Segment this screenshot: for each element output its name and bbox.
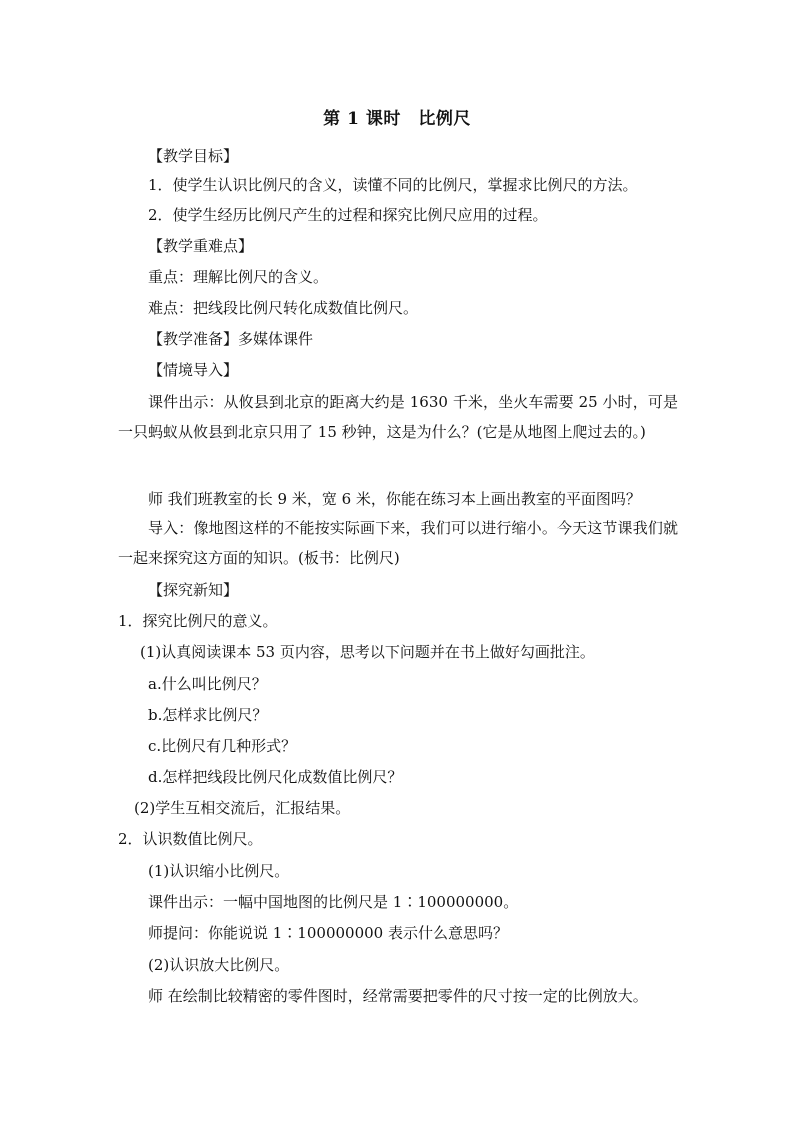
objective-2: 2．使学生经历比例尺产生的过程和探究比例尺应用的过程。 (148, 206, 548, 224)
lesson-title: 第 1 课时 比例尺 (323, 109, 471, 129)
question-c: c.比例尺有几种形式？ (148, 737, 297, 755)
preparation: 【教学准备】多媒体课件 (148, 330, 314, 348)
step-2: 2．认识数值比例尺。 (118, 830, 263, 848)
teacher-question: 师提问：你能说说 1∶100000000 表示什么意思吗？ (148, 924, 508, 942)
step-2-sub-1: (1)认识缩小比例尺。 (148, 862, 290, 880)
intro-heading: 【情境导入】 (148, 361, 239, 379)
intro-paragraph-1: 课件出示：从攸县到北京的距离大约是 1630 千米，坐火车需要 25 小时，可是一只蚂蚁从攸县到北京只用了 15 秒钟，这是为什么？(它是从地图上爬过去的。) (118, 393, 678, 441)
difficult-point: 难点：把线段比例尺转化成数值比例尺。 (148, 299, 419, 317)
intro-paragraph-3: 导入：像地图这样的不能按实际画下来，我们可以进行缩小。今天这节课我们就一起来探究这方面的知识。(板书：比例尺) (118, 519, 678, 567)
objectives-heading: 【教学目标】 (148, 147, 239, 165)
step-1-sub-2: (2)学生互相交流后，汇报结果。 (134, 799, 351, 817)
step-1: 1．探究比例尺的意义。 (118, 612, 278, 630)
courseware-map: 课件出示：一幅中国地图的比例尺是 1∶100000000。 (148, 893, 519, 911)
question-a: a.什么叫比例尺？ (148, 675, 267, 693)
key-point: 重点：理解比例尺的含义。 (148, 268, 329, 286)
step-2-sub-2: (2)认识放大比例尺。 (148, 956, 290, 974)
intro-paragraph-2: 师 我们班教室的长 9 米，宽 6 米，你能在练习本上画出教室的平面图吗？ (148, 490, 641, 508)
teacher-parts: 师 在绘制比较精密的零件图时，经常需要把零件的尺寸按一定的比例放大。 (148, 987, 648, 1005)
question-b: b.怎样求比例尺？ (148, 706, 268, 724)
key-points-heading: 【教学重难点】 (148, 237, 254, 255)
question-d: d.怎样把线段比例尺化成数值比例尺？ (148, 768, 403, 786)
objective-1: 1．使学生认识比例尺的含义，读懂不同的比例尺，掌握求比例尺的方法。 (148, 176, 638, 194)
step-1-sub-1: (1)认真阅读课本 53 页内容，思考以下问题并在书上做好勾画批注。 (140, 643, 595, 661)
explore-heading: 【探究新知】 (148, 581, 239, 599)
